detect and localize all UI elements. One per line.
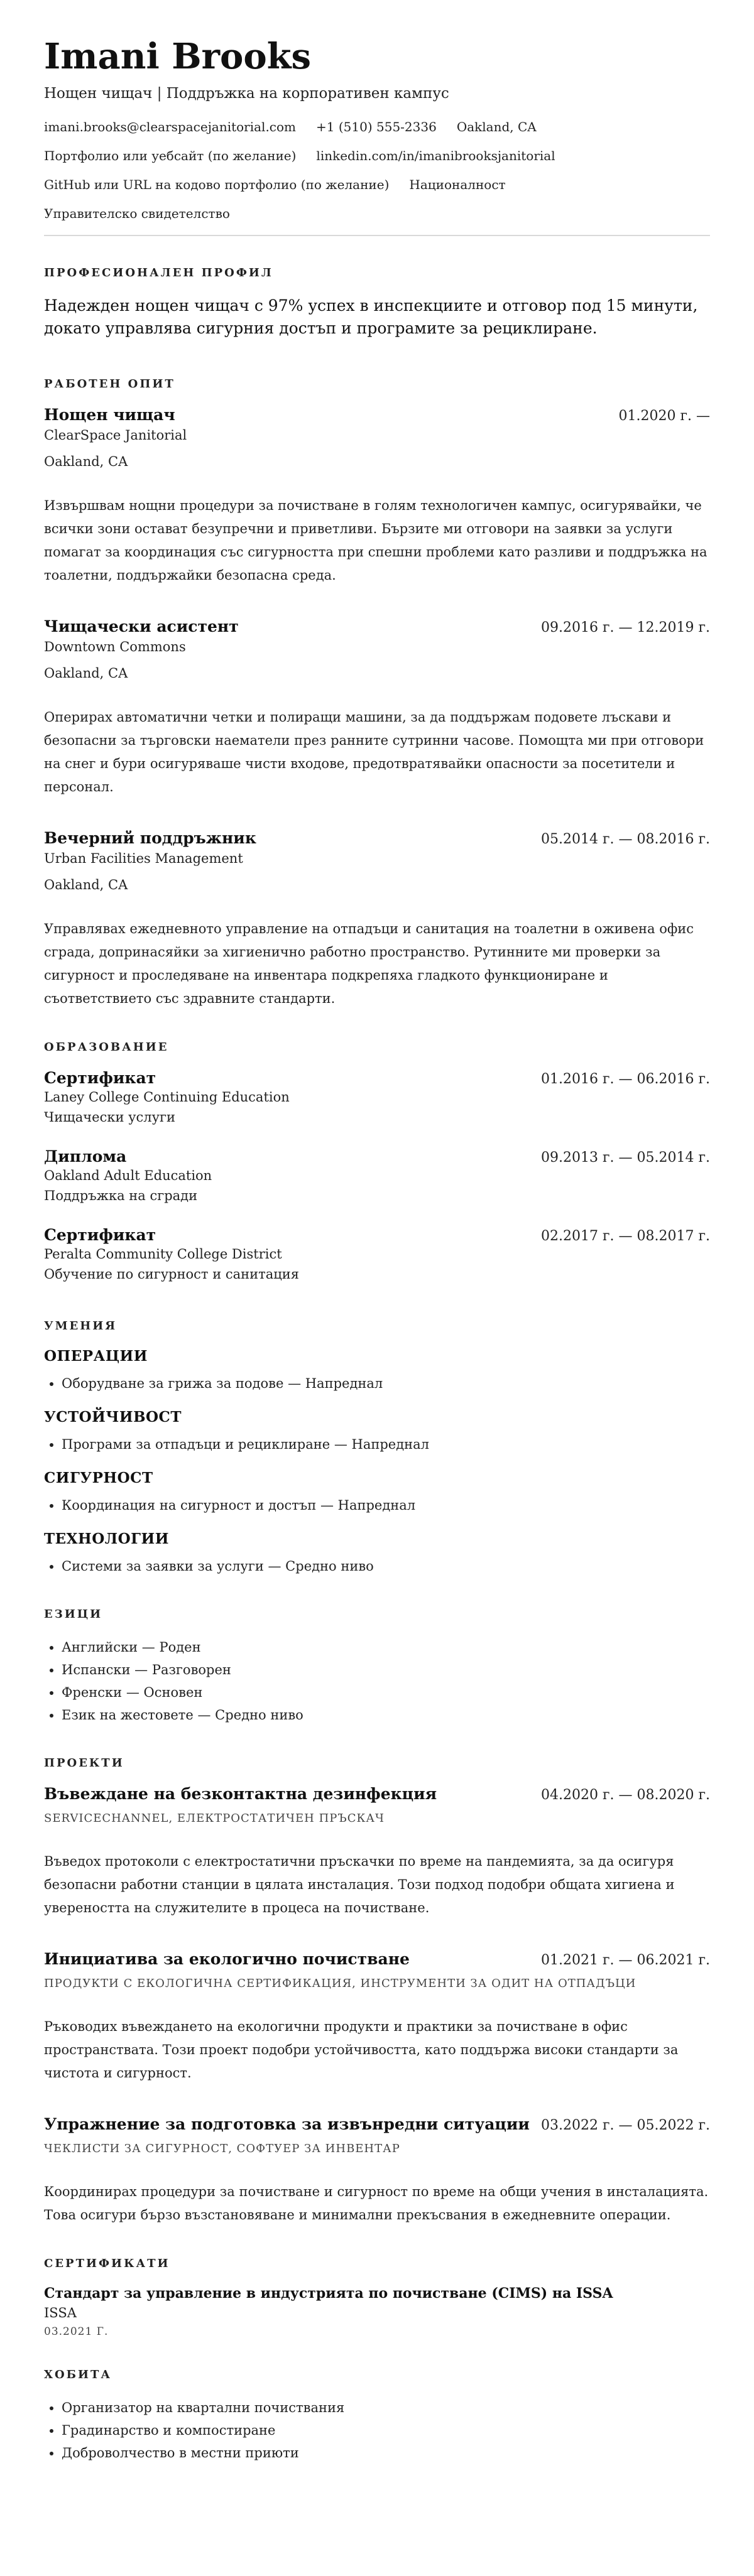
project-dates: 04.2020 г. — 08.2020 г.	[541, 1787, 710, 1803]
skill-item: • Програми за отпадъци и рециклиране — Напреднал	[62, 1433, 710, 1456]
job-location: Oakland, CA	[44, 454, 128, 469]
skill-category-name: УСТОЙЧИВОСТ	[44, 1409, 182, 1426]
contact-row-primary	[44, 119, 710, 134]
hobbies-section	[44, 2368, 710, 2464]
certification-item	[44, 2285, 710, 2338]
summary-section	[44, 266, 710, 340]
skill-category	[44, 1530, 710, 1578]
project-tech: ЧЕКЛИСТИ ЗА СИГУРНОСТ, СОФТУЕР ЗА ИНВЕНТАР	[44, 2142, 400, 2155]
experience-item	[44, 617, 710, 799]
job-title: Нощен чищач	[44, 406, 175, 424]
education-dates: 09.2013 г. — 05.2014 г.	[541, 1150, 710, 1166]
education-item	[44, 1226, 710, 1282]
job-company: ClearSpace Janitorial	[44, 428, 187, 443]
certifications-heading: СЕРТИФИКАТИ	[44, 2257, 170, 2270]
skill-category	[44, 1409, 710, 1456]
skills-heading: УМЕНИЯ	[44, 1319, 117, 1333]
skill-category-name: СИГУРНОСТ	[44, 1469, 153, 1486]
certification-name: Стандарт за управление в индустрията по почистване (CIMS) на ISSA	[44, 2285, 613, 2302]
project-tech: ПРОДУКТИ С ЕКОЛОГИЧНА СЕРТИФИКАЦИЯ, ИНСТРУМЕНТИ ЗА ОДИТ НА ОТПАДЪЦИ	[44, 1977, 637, 1990]
project-dates: 01.2021 г. — 06.2021 г.	[541, 1952, 710, 1968]
contact-row-license	[44, 206, 710, 221]
contact-github[interactable]: GitHub или URL на кодово портфолио (по желание)	[44, 177, 390, 192]
contact-row-extra	[44, 177, 710, 192]
project-item	[44, 2115, 710, 2227]
skill-item: • Системи за заявки за услуги — Средно ниво	[62, 1555, 710, 1578]
education-heading: ОБРАЗОВАНИЕ	[44, 1041, 169, 1054]
languages-section	[44, 1608, 710, 1726]
contact-license: Управителско свидетелство	[44, 206, 230, 221]
skills-section	[44, 1319, 710, 1578]
degree: Диплома	[44, 1147, 127, 1166]
certification-date: 03.2021 Г.	[44, 2325, 109, 2338]
education-item	[44, 1147, 710, 1203]
headline: Нощен чищач | Поддръжка на корпоративен кампус	[44, 85, 449, 102]
experience-item	[44, 829, 710, 1010]
project-description: Въведох протоколи с електростатични пръскачки по време на пандемията, за да осигуря безопасни работни станции в цялата инсталация. Този подход подобри общата хигиена и увереността на служителите в процеса на почистване.	[44, 1854, 675, 1915]
job-dates: 05.2014 г. — 08.2016 г.	[541, 831, 710, 847]
summary-text: Надежден нощен чищач с 97% успех в инспекциите и отговор под 15 минути, докато управлява сигурния достъп и програмите за рециклиране.	[44, 296, 698, 337]
contact-email[interactable]: imani.brooks@clearspacejanitorial.com	[44, 119, 297, 134]
project-tech: SERVICECHANNEL, ЕЛЕКТРОСТАТИЧЕН ПРЪСКАЧ	[44, 1812, 385, 1825]
skill-category-name: ТЕХНОЛОГИИ	[44, 1530, 169, 1547]
contact-nationality: Националност	[409, 177, 506, 192]
education-item	[44, 1069, 710, 1125]
degree: Сертификат	[44, 1226, 156, 1244]
certifications-section	[44, 2257, 710, 2338]
skill-category	[44, 1348, 710, 1395]
education-dates: 02.2017 г. — 08.2017 г.	[541, 1228, 710, 1244]
school: Peralta Community College District	[44, 1247, 282, 1262]
hobby-item: • Градинарство и компостиране	[62, 2419, 710, 2442]
contact-phone[interactable]: +1 (510) 555-2336	[316, 119, 437, 134]
skill-item: • Оборудване за грижа за подове — Напреднал	[62, 1372, 710, 1395]
hobby-item: • Организатор на квартални почиствания	[62, 2396, 710, 2419]
job-location: Oakland, CA	[44, 877, 128, 892]
education-dates: 01.2016 г. — 06.2016 г.	[541, 1071, 710, 1087]
experience-heading: РАБОТЕН ОПИТ	[44, 377, 175, 391]
job-location: Oakland, CA	[44, 666, 128, 681]
field-of-study: Поддръжка на сгради	[44, 1188, 198, 1203]
header-divider	[44, 235, 710, 236]
hobby-item: • Доброволчество в местни приюти	[62, 2442, 710, 2464]
certification-issuer: ISSA	[44, 2305, 77, 2320]
projects-heading: ПРОЕКТИ	[44, 1756, 124, 1770]
candidate-name: Imani Brooks	[44, 36, 312, 77]
field-of-study: Обучение по сигурност и санитация	[44, 1267, 300, 1282]
education-section	[44, 1041, 710, 1282]
summary-heading: ПРОФЕСИОНАЛЕН ПРОФИЛ	[44, 266, 273, 279]
project-dates: 03.2022 г. — 05.2022 г.	[541, 2118, 710, 2133]
field-of-study: Чищачески услуги	[44, 1110, 175, 1125]
project-name: Инициатива за екологично почистване	[44, 1950, 410, 1968]
contact-location: Oakland, CA	[456, 119, 537, 134]
project-description: Ръководих въвеждането на екологични продукти и практики за почистване в офис пространствата. Този проект подобри устойчивостта, като поддържа високи стандарти за чистота и сигурност.	[44, 2019, 679, 2081]
language-item: • Език на жестовете — Средно ниво	[62, 1704, 710, 1726]
job-description: Извършвам нощни процедури за почистване в голям технологичен кампус, осигурявайки, че всички зони остават безупречни и приветливи. Бързите ми отговори на заявки за услуги помагат за координация със сигурността при спешни проблеми като разливи и поддръжка на тоалетни, поддържайки безопасна среда.	[44, 498, 708, 583]
project-name: Упражнение за подготовка за извънредни ситуации	[44, 2115, 530, 2133]
skill-category-name: ОПЕРАЦИИ	[44, 1348, 148, 1365]
language-item: • Английски — Роден	[62, 1636, 710, 1659]
language-item: • Испански — Разговорен	[62, 1659, 710, 1681]
job-title: Вечерний поддръжник	[44, 829, 256, 847]
contact-row-links	[44, 148, 710, 163]
contact-linkedin[interactable]: linkedin.com/in/imanibrooksjanitorial	[316, 148, 555, 163]
project-name: Въвеждане на безконтактна дезинфекция	[44, 1785, 437, 1803]
project-item	[44, 1950, 710, 2085]
job-company: Urban Facilities Management	[44, 851, 243, 866]
job-title: Чищачески асистент	[44, 617, 239, 636]
project-description: Координирах процедури за почистване и сигурност по време на общи учения в инсталацията. Това осигури бързо възстановяване и минимални прекъсвания в ежедневните операции.	[44, 2184, 709, 2222]
job-description: Оперирах автоматични четки и полиращи машини, за да поддържам подовете лъскави и безопасни за търговски наематели през ранните сутринни часове. Помощта ми при отговори на снег и бури осигуряваше чисти входове, предотвратявайки опасности за посетители и персонал.	[44, 710, 704, 794]
experience-section	[44, 377, 710, 1010]
experience-item	[44, 406, 710, 587]
job-description: Управлявах ежедневното управление на отпадъци и санитация на тоалетни в оживена офис сграда, допринасяйки за хигиенично работно пространство. Рутинните ми проверки за сигурност и проследяване на инвентара подкрепяха гладкото функциониране и съответствието със здравните стандарти.	[44, 921, 694, 1006]
contact-portfolio[interactable]: Портфолио или уебсайт (по желание)	[44, 148, 297, 163]
skill-item: • Координация на сигурност и достъп — Напреднал	[62, 1494, 710, 1517]
job-company: Downtown Commons	[44, 639, 186, 654]
job-dates: 01.2020 г. —	[618, 408, 710, 424]
projects-section	[44, 1756, 710, 2227]
hobbies-heading: ХОБИТА	[44, 2368, 112, 2381]
degree: Сертификат	[44, 1069, 156, 1087]
skill-category	[44, 1469, 710, 1517]
job-dates: 09.2016 г. — 12.2019 г.	[541, 620, 710, 636]
school: Oakland Adult Education	[44, 1168, 212, 1183]
project-item	[44, 1785, 710, 1920]
languages-heading: ЕЗИЦИ	[44, 1608, 103, 1621]
school: Laney College Continuing Education	[44, 1090, 290, 1105]
language-item: • Френски — Основен	[62, 1681, 710, 1704]
